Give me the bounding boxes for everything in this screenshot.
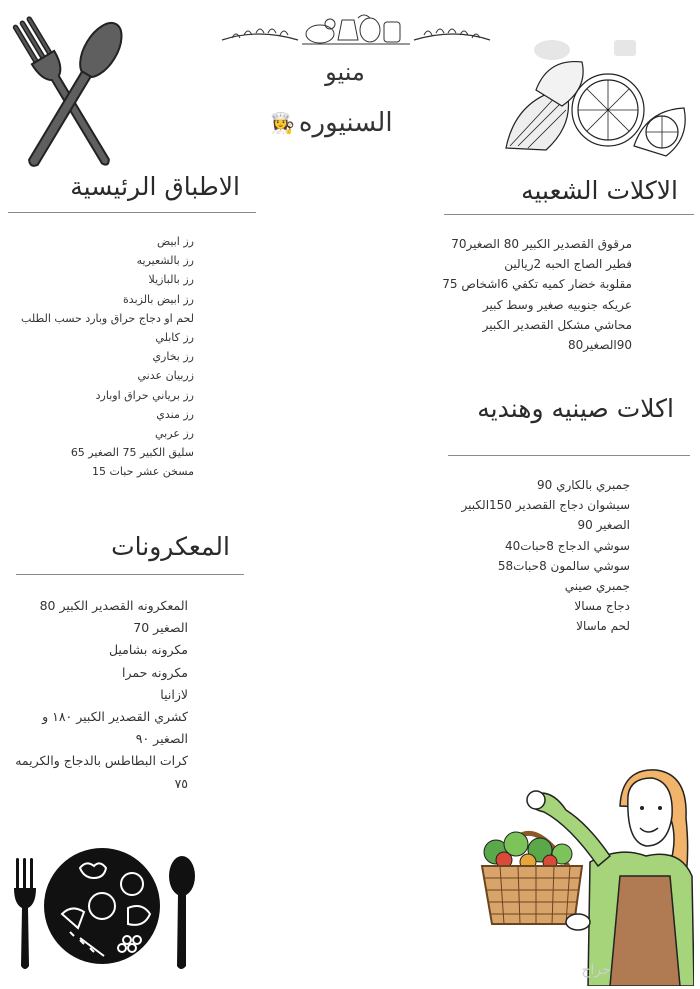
- restaurant-title: [270, 106, 393, 140]
- chinese-indian-list: [440, 475, 630, 637]
- list-item: جمبري صيني: [564, 579, 630, 594]
- list-item: زربيان عدني: [137, 369, 194, 383]
- list-item: كرات البطاطس بالدجاج والكريمه: [15, 753, 188, 769]
- list-item: لازانيا: [160, 686, 188, 702]
- list-item: رز بخاري: [152, 350, 194, 364]
- watermark: حراج: [581, 962, 611, 978]
- list-item: لحم ماسالا: [576, 619, 630, 634]
- list-item: رز بالشعيريه: [136, 254, 194, 268]
- list-item: كشري القصدير الكبير ١٨٠ و: [42, 709, 188, 725]
- chinese-indian-title: اكلات صينيه وهنديه: [477, 394, 674, 423]
- main-dishes-divider: [8, 212, 256, 213]
- pasta-list: [15, 595, 188, 795]
- popular-dishes-title: الاكلات الشعبيه: [521, 176, 678, 205]
- list-item: سليق الكبير 75 الصغير 65: [70, 446, 194, 460]
- pasta-divider: [16, 574, 244, 575]
- list-item: سوشي الدجاج 8حبات40: [505, 538, 630, 553]
- list-item: محاشي مشكل القصدير الكبير: [482, 317, 632, 332]
- list-item: مرقوق القصدير الكبير 80 الصغير70: [451, 237, 632, 251]
- list-item: رز ابيض: [156, 235, 194, 248]
- popular-dishes-divider: [444, 214, 694, 215]
- list-item: رز برياني حراق اوبارد: [95, 388, 194, 402]
- pasta-title: المعكرونات: [111, 532, 230, 561]
- list-item: رز ابيض بالزبدة: [123, 292, 194, 306]
- main-dishes-list: [18, 232, 194, 482]
- list-item: رز مندي: [156, 407, 194, 421]
- list-item: مقلوبة خضار كميه تكفي 6اشخاص 75: [442, 277, 632, 292]
- list-item: رز بالبازيلا: [148, 273, 194, 287]
- list-item: الصغير ٩٠: [135, 731, 188, 747]
- lemon-slices-icon: [496, 28, 696, 160]
- fork-spoon-icon: [10, 8, 130, 180]
- list-item: مسخن عشر حبات 15: [92, 465, 194, 479]
- list-item: الصغير 90: [577, 518, 630, 533]
- list-item: لحم او دجاج حراق وبارد حسب الطلب: [21, 311, 194, 325]
- restaurant-name: السنيوره: [298, 108, 393, 138]
- list-item: عريكه جنوبيه صغير وسط كبير: [482, 297, 632, 312]
- list-item: رز كابلي: [155, 331, 194, 345]
- chef-emoji-icon: 👩‍🍳: [270, 111, 295, 135]
- woman-basket-illustration: [470, 766, 694, 986]
- list-item: 90الصغير80: [568, 338, 632, 353]
- popular-dishes-list: [430, 234, 632, 355]
- plate-cutlery-icon: [10, 848, 200, 972]
- list-item: المعكرونه القصدير الكبير 80: [39, 598, 188, 613]
- list-item: سيشوان دجاج القصدير 150الكبير: [461, 498, 630, 513]
- list-item: مكرونه حمرا: [121, 664, 188, 680]
- food-vignette-icon: [218, 10, 494, 54]
- list-item: جمبري بالكاري 90: [536, 478, 630, 492]
- main-dishes-title: الاطباق الرئيسية: [70, 172, 240, 201]
- list-item: دجاج مسالا: [574, 599, 630, 614]
- list-item: الصغير 70: [133, 620, 188, 636]
- list-item: فطير الصاج الحبه 2ريالين: [504, 257, 632, 272]
- list-item: مكرونه بشاميل: [108, 642, 188, 658]
- list-item: رز عربي: [155, 427, 194, 441]
- list-item: ٧٥: [174, 775, 188, 791]
- list-item: سوشي سالمون 8حبات58: [497, 558, 630, 573]
- chinese-indian-divider: [448, 455, 690, 456]
- menu-heading: منيو: [325, 58, 365, 86]
